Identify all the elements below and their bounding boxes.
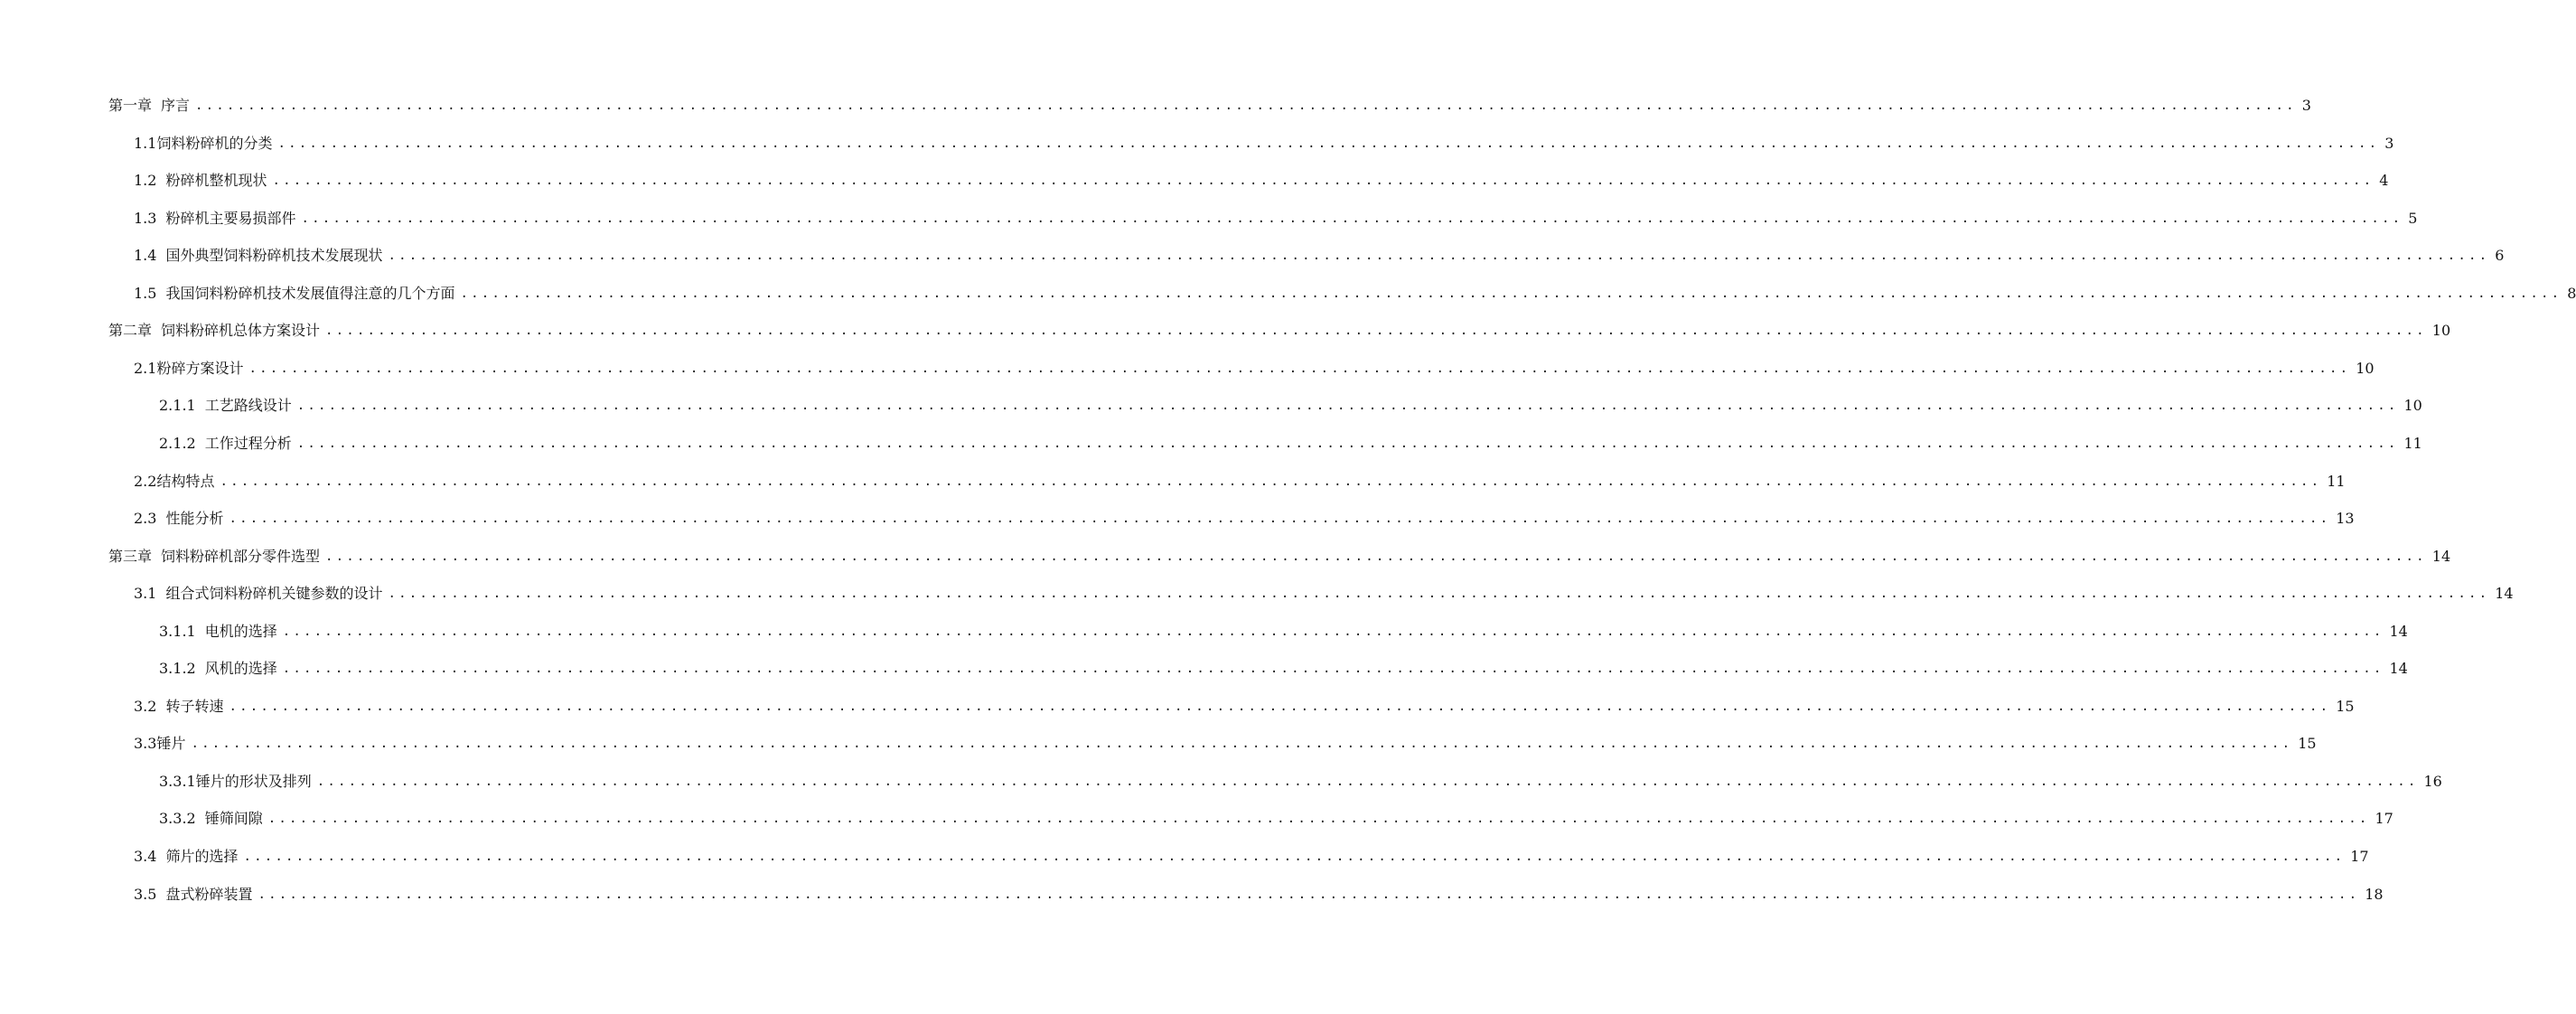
toc-dot-leader: ........................................................................................................................................................................................................	[296, 436, 2399, 451]
toc-entry-number: 3.5	[134, 885, 157, 903]
toc-entry-title: 结构特点	[156, 472, 215, 490]
toc-dot-leader: ........................................................................................................................................................................................................	[316, 774, 2419, 789]
toc-section-entry[interactable]	[0, 470, 2346, 493]
toc-page-number: 10	[2356, 359, 2375, 377]
toc-subsection-entry[interactable]	[0, 432, 2422, 455]
toc-section-entry[interactable]	[0, 845, 2369, 868]
toc-entry-number: 2.1.2	[159, 434, 196, 452]
toc-entry-title: 性能分析	[165, 510, 224, 528]
toc-subsection-entry[interactable]	[0, 394, 2422, 418]
toc-dot-leader: ........................................................................................................................................................................................................	[258, 887, 2360, 902]
toc-page-number: 11	[2403, 434, 2422, 452]
toc-dot-leader: ........................................................................................................................................................................................................	[272, 174, 2375, 189]
toc-entry-title: 工艺路线设计	[204, 397, 292, 415]
toc-dot-leader: ........................................................................................................................................................................................................	[220, 474, 2322, 489]
toc-dot-leader: ........................................................................................................................................................................................................	[388, 249, 2490, 264]
toc-section-entry[interactable]	[0, 132, 2394, 155]
toc-page-number: 14	[2495, 585, 2514, 603]
toc-entry-title: 工作过程分析	[204, 434, 292, 452]
toc-entry-title: 饲料粉碎机部分零件选型	[161, 547, 321, 565]
toc-entry-title: 锤片的形状及排列	[195, 772, 312, 790]
toc-entry-number: 3.3.2	[159, 810, 196, 828]
toc-page-number: 16	[2423, 772, 2442, 790]
toc-entry-number: 3.1	[134, 585, 157, 603]
toc-page-number: 15	[2298, 735, 2317, 753]
toc-section-entry[interactable]	[0, 507, 2355, 530]
toc-entry-title: 国外典型饲料粉碎机技术发展现状	[165, 247, 383, 265]
toc-section-entry[interactable]	[0, 883, 2384, 906]
toc-entry-number: 3.2	[134, 697, 157, 715]
toc-dot-leader: ........................................................................................................................................................................................................	[195, 99, 2297, 113]
toc-entry-title: 序言	[161, 97, 191, 114]
toc-dot-leader: ........................................................................................................................................................................................................	[388, 587, 2490, 602]
toc-entry-number: 3.1.1	[159, 622, 196, 640]
toc-entry-title: 饲料粉碎机总体方案设计	[161, 322, 321, 340]
toc-section-entry[interactable]	[0, 282, 2576, 305]
toc-dot-leader: ........................................................................................................................................................................................................	[325, 324, 2427, 339]
toc-entry-title: 锤筛间隙	[204, 810, 263, 828]
toc-page-number: 15	[2336, 697, 2355, 715]
toc-dot-leader: ........................................................................................................................................................................................................	[325, 549, 2427, 564]
toc-section-entry[interactable]	[0, 244, 2505, 268]
toc-chapter-entry[interactable]	[0, 94, 2311, 117]
toc-page-number: 3	[2384, 134, 2394, 152]
toc-entry-title: 粉碎方案设计	[156, 359, 244, 377]
toc-entry-title: 筛片的选择	[165, 848, 239, 865]
toc-section-entry[interactable]	[0, 695, 2355, 718]
toc-page-number: 17	[2375, 810, 2393, 828]
toc-section-entry[interactable]	[0, 169, 2389, 192]
toc-page-number: 3	[2301, 97, 2311, 114]
toc-entry-number: 3.3.1	[159, 772, 196, 790]
toc-page-number: 4	[2379, 172, 2389, 190]
toc-page-number: 14	[2389, 622, 2408, 640]
toc-page-number: 8	[2567, 284, 2576, 302]
toc-entry-number: 1.2	[134, 172, 157, 190]
toc-entry-number: 1.5	[134, 284, 157, 302]
toc-subsection-entry[interactable]	[0, 807, 2393, 831]
toc-page-number: 17	[2350, 848, 2369, 865]
toc-dot-leader: ........................................................................................................................................................................................................	[191, 737, 2293, 752]
toc-subsection-entry[interactable]	[0, 657, 2408, 681]
toc-entry-title: 组合式饲料粉碎机关键参数的设计	[165, 585, 383, 603]
toc-dot-leader: ........................................................................................................................................................................................................	[267, 812, 2370, 827]
toc-entry-number: 1.1	[134, 134, 157, 152]
toc-entry-number: 3.4	[134, 848, 157, 865]
toc-section-entry[interactable]	[0, 207, 2418, 230]
toc-entry-number: 第二章	[108, 322, 153, 340]
toc-page-number: 10	[2403, 397, 2422, 415]
toc-entry-number: 2.1	[134, 359, 157, 377]
toc-entry-title: 电机的选择	[204, 622, 277, 640]
toc-dot-leader: ........................................................................................................................................................................................................	[282, 624, 2384, 639]
toc-subsection-entry[interactable]	[0, 770, 2442, 793]
toc-section-entry[interactable]	[0, 357, 2375, 380]
toc-entry-title: 饲料粉碎机的分类	[156, 134, 273, 152]
toc-entry-number: 1.3	[134, 209, 157, 227]
toc-entry-title: 风机的选择	[204, 660, 277, 678]
toc-entry-number: 第一章	[108, 97, 153, 114]
toc-entry-title: 锤片	[156, 735, 186, 753]
toc-dot-leader: ........................................................................................................................................................................................................	[229, 699, 2331, 714]
toc-page-number: 18	[2365, 885, 2384, 903]
toc-entry-number: 2.1.1	[159, 397, 196, 415]
toc-entry-number: 1.4	[134, 247, 157, 265]
toc-dot-leader: ........................................................................................................................................................................................................	[248, 361, 2351, 376]
toc-chapter-entry[interactable]	[0, 545, 2451, 568]
toc-entry-title: 粉碎机整机现状	[165, 172, 267, 190]
toc-entry-number: 第三章	[108, 547, 153, 565]
toc-dot-leader: ........................................................................................................................................................................................................	[301, 211, 2403, 226]
toc-entry-number: 3.1.2	[159, 660, 196, 678]
toc-dot-leader: ........................................................................................................................................................................................................	[282, 662, 2384, 677]
toc-page-number: 13	[2336, 510, 2355, 528]
toc-dot-leader: ........................................................................................................................................................................................................	[460, 286, 2562, 301]
toc-page-number: 14	[2431, 547, 2451, 565]
toc-entry-title: 盘式粉碎装置	[165, 885, 253, 903]
toc-dot-leader: ........................................................................................................................................................................................................	[296, 399, 2399, 414]
toc-entry-title: 我国饲料粉碎机技术发展值得注意的几个方面	[165, 284, 455, 302]
toc-entry-number: 3.3	[134, 735, 157, 753]
toc-entry-number: 2.2	[134, 472, 157, 490]
toc-entry-title: 粉碎机主要易损部件	[165, 209, 296, 227]
toc-entry-title: 转子转速	[165, 697, 224, 715]
toc-entry-number: 2.3	[134, 510, 157, 528]
toc-page-number: 14	[2389, 660, 2408, 678]
toc-chapter-entry[interactable]	[0, 319, 2451, 343]
toc-dot-leader: ........................................................................................................................................................................................................	[229, 512, 2331, 527]
toc-page-number: 5	[2408, 209, 2418, 227]
toc-dot-leader: ........................................................................................................................................................................................................	[243, 850, 2346, 864]
toc-section-entry[interactable]	[0, 732, 2317, 756]
toc-subsection-entry[interactable]	[0, 620, 2408, 643]
toc-page-number: 6	[2495, 247, 2505, 265]
toc-dot-leader: ........................................................................................................................................................................................................	[277, 136, 2380, 151]
toc-section-entry[interactable]	[0, 582, 2514, 606]
toc-page-number: 10	[2431, 322, 2451, 340]
toc-page-number: 11	[2327, 472, 2346, 490]
